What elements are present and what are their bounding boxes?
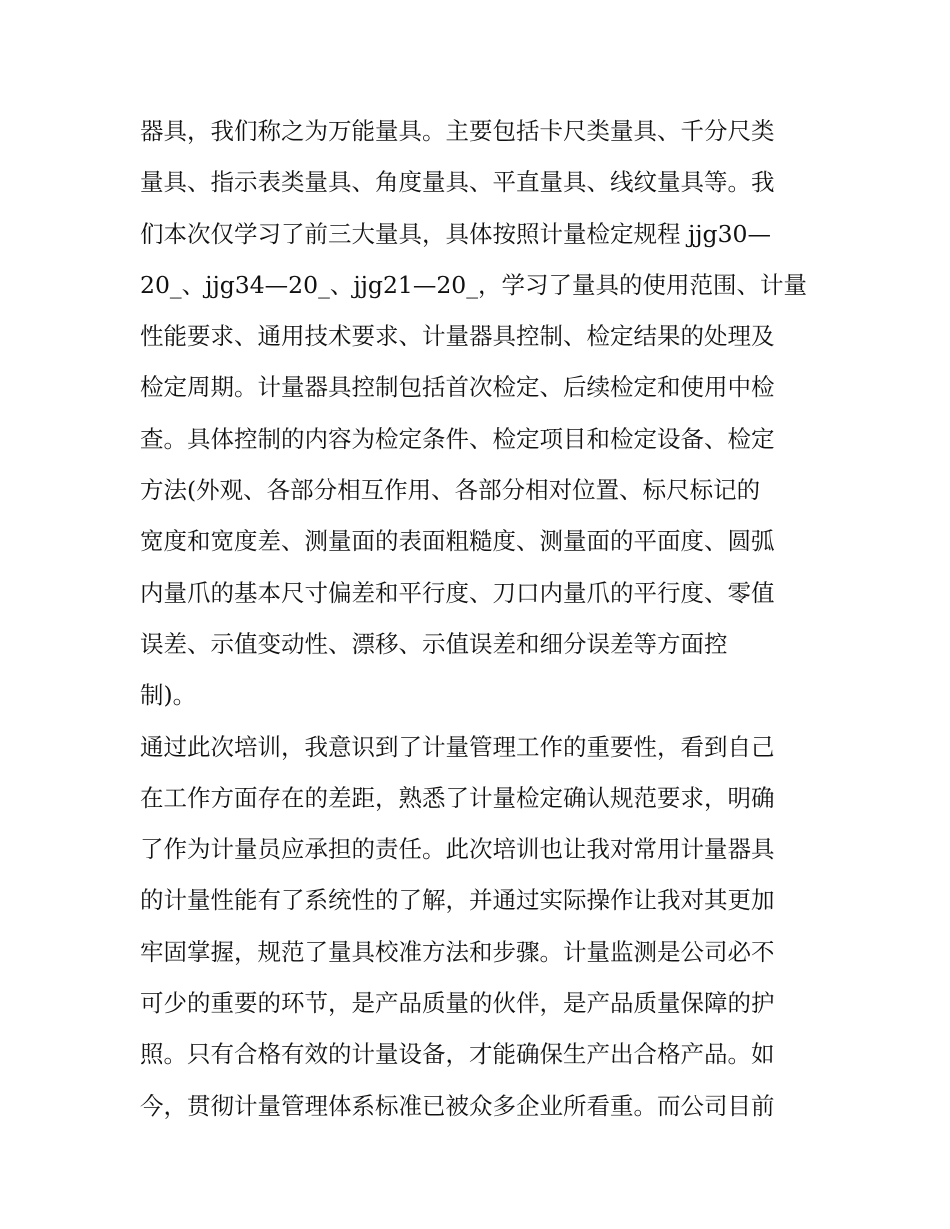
text-line: 通过此次培训，我意识到了计量管理工作的重要性，看到自己: [140, 732, 775, 761]
text-line: 牢固掌握，规范了量具校准方法和步骤。计量监测是公司必不: [140, 937, 775, 966]
text-line: 在工作方面存在的差距，熟悉了计量检定确认规范要求，明确: [140, 783, 775, 812]
text-line: 检定周期。计量器具控制包括首次检定、后续检定和使用中检: [140, 373, 775, 402]
text-line: 照。只有合格有效的计量设备，才能确保生产出合格产品。如: [140, 1040, 775, 1069]
body-text: [140, 106, 830, 1132]
text-line: 内量爪的基本尺寸偏差和平行度、刀口内量爪的平行度、零值: [140, 578, 775, 607]
text-line: 性能要求、通用技术要求、计量器具控制、检定结果的处理及: [140, 322, 775, 351]
text-line: 可少的重要的环节，是产品质量的伙伴，是产品质量保障的护: [140, 989, 775, 1018]
text-line: 误差、示值变动性、漂移、示值误差和细分误差等方面控: [140, 629, 728, 658]
text-line: 了作为计量员应承担的责任。此次培训也让我对常用计量器具: [140, 835, 775, 864]
text-line: 们本次仅学习了前三大量具，具体按照计量检定规程 jjg30—: [140, 219, 771, 248]
text-line: 方法(外观、各部分相互作用、各部分相对位置、标尺标记的: [140, 476, 761, 505]
text-line: 的计量性能有了系统性的了解，并通过实际操作让我对其更加: [140, 886, 775, 915]
text-line: 制)。: [140, 681, 197, 710]
text-line: 今，贯彻计量管理体系标准已被众多企业所看重。而公司目前: [140, 1091, 775, 1120]
text-line: 20_、jjg34—20_、jjg21—20_，学习了量具的使用范围、计量: [140, 270, 807, 299]
text-line: 量具、指示表类量具、角度量具、平直量具、线纹量具等。我: [140, 168, 775, 197]
text-line: 器具，我们称之为万能量具。主要包括卡尺类量具、千分尺类: [140, 117, 775, 145]
text-line: 查。具体控制的内容为检定条件、检定项目和检定设备、检定: [140, 424, 775, 453]
text-line: 宽度和宽度差、测量面的表面粗糙度、测量面的平面度、圆弧: [140, 527, 775, 556]
